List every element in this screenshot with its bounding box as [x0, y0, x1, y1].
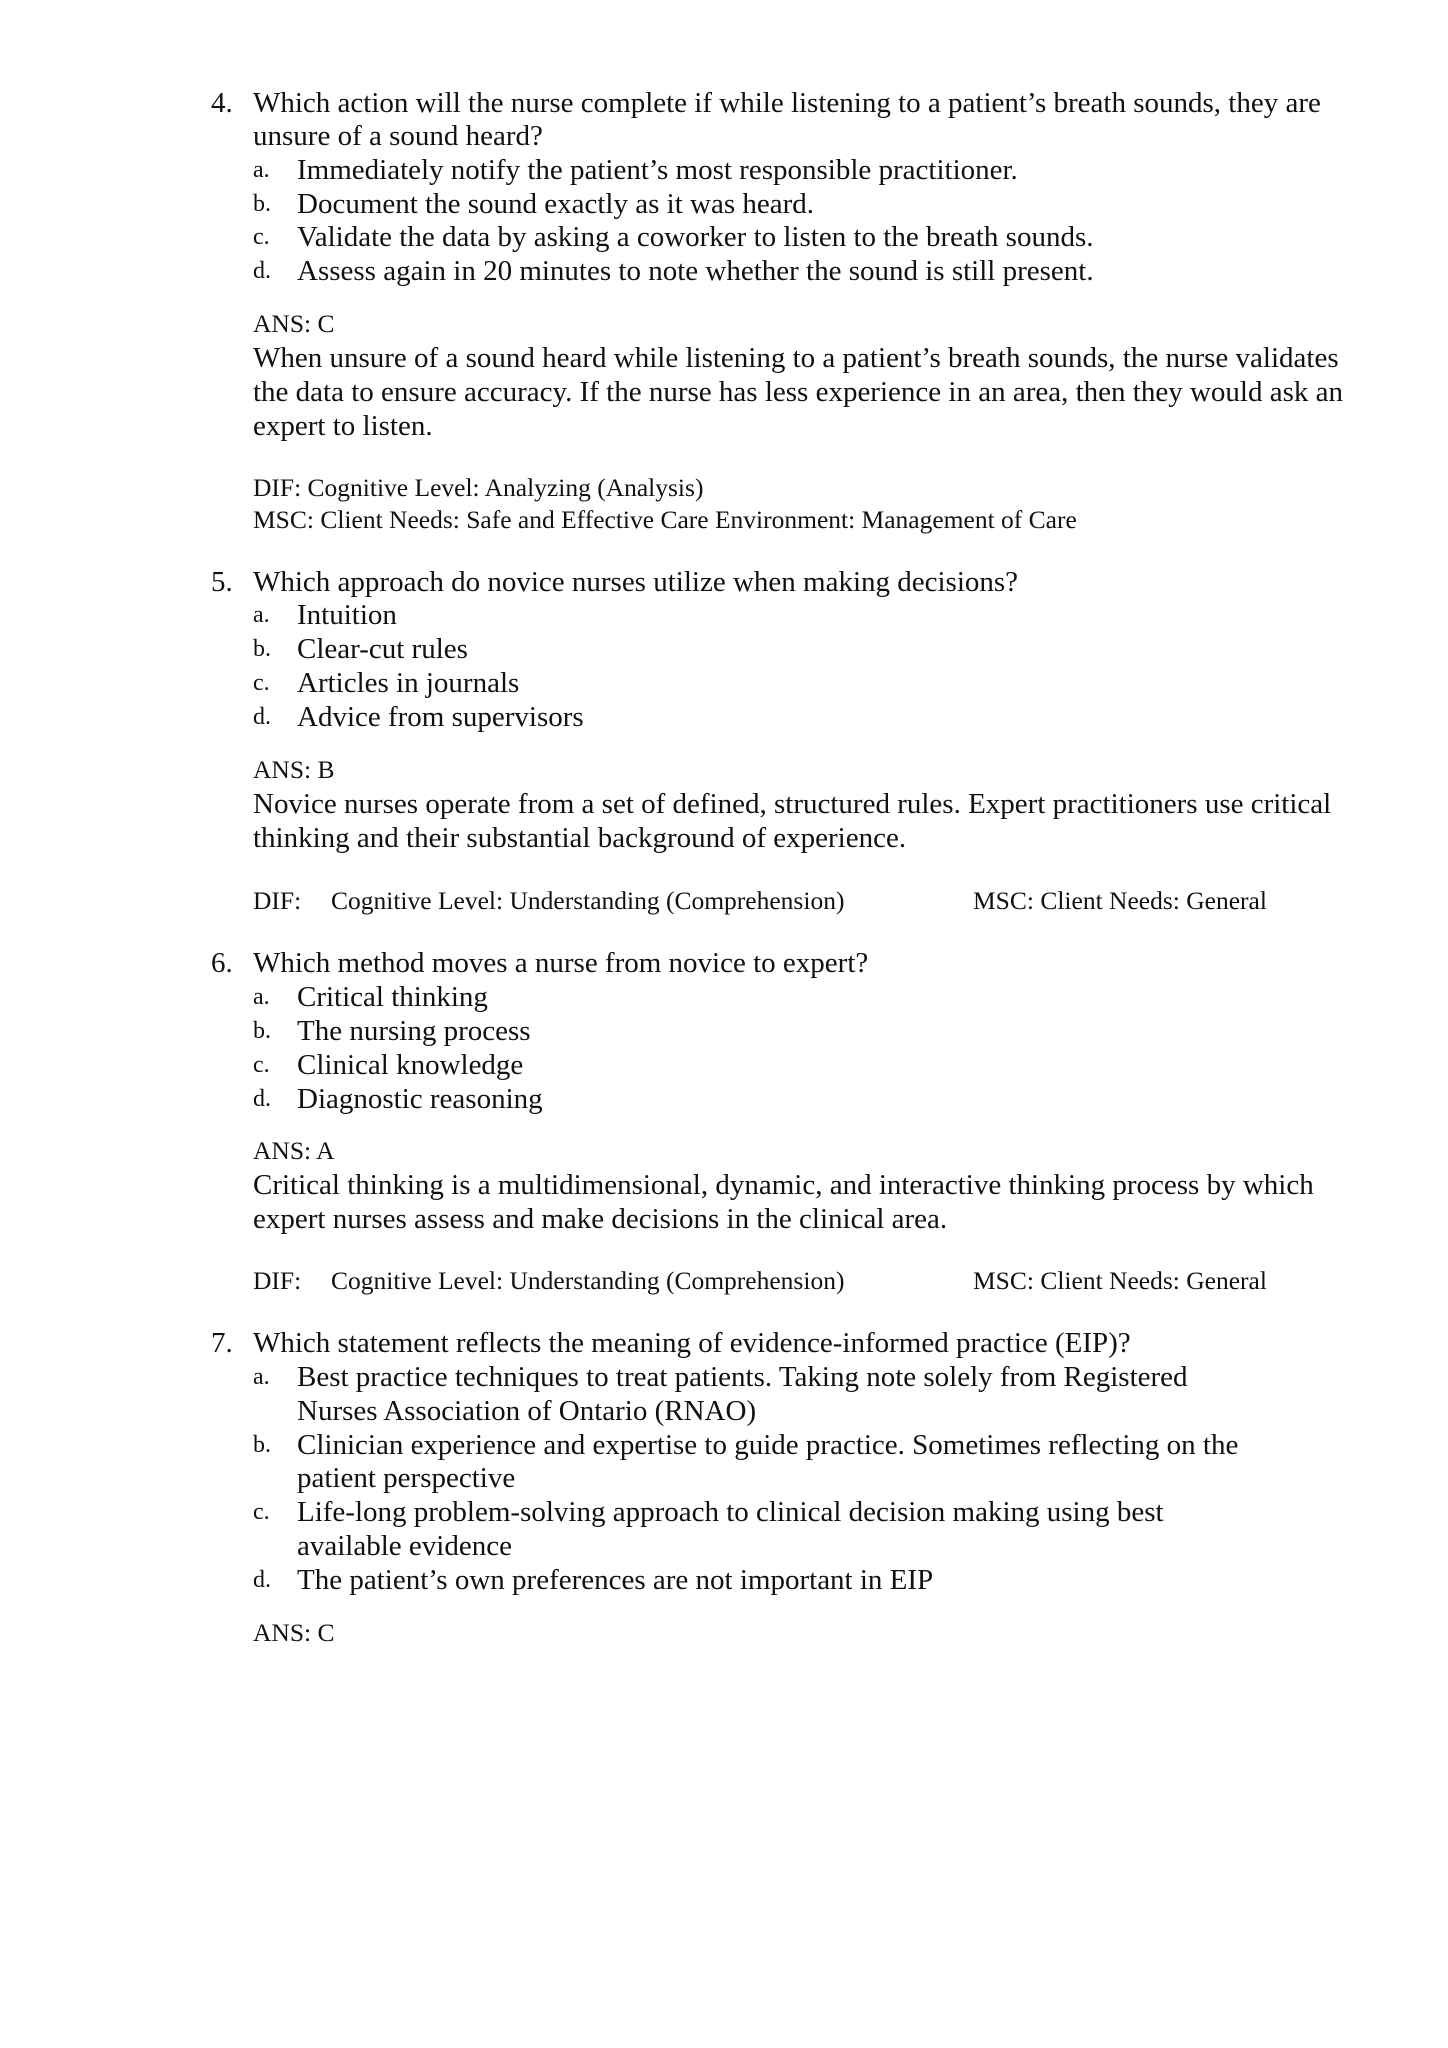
answer-key: ANS: C: [253, 1618, 335, 1647]
answer-key: ANS: B: [253, 755, 335, 784]
option-text: Life-long problem-solving approach to clinical decision making using best: [297, 1496, 1164, 1528]
option-text: The patient’s own preferences are not important in EIP: [297, 1564, 934, 1596]
rationale: When unsure of a sound heard while listening to a patient’s breath sounds, the nurse validates: [253, 342, 1339, 374]
question-number: 6.: [211, 947, 233, 979]
question-stem: Which statement reflects the meaning of evidence-informed practice (EIP)?: [253, 1327, 1131, 1359]
option-text: patient perspective: [297, 1462, 516, 1494]
option-text: available evidence: [297, 1530, 512, 1562]
option-letter: b.: [253, 636, 271, 662]
answer-key: ANS: A: [253, 1136, 335, 1165]
option-letter: c.: [253, 670, 270, 696]
option-letter: a.: [253, 157, 270, 183]
rationale: expert to listen.: [253, 410, 433, 442]
question-number: 4.: [211, 87, 233, 119]
option-text: Advice from supervisors: [297, 701, 584, 733]
client-needs-meta: MSC: Client Needs: General: [973, 886, 1267, 915]
option-text: Critical thinking: [297, 981, 488, 1013]
difficulty-meta: DIF: Cognitive Level: Analyzing (Analysis): [253, 473, 704, 502]
option-text: Validate the data by asking a coworker to listen to the breath sounds.: [297, 221, 1094, 253]
option-text: Immediately notify the patient’s most responsible practitioner.: [297, 154, 1018, 186]
option-letter: c.: [253, 224, 270, 250]
question-stem: Which approach do novice nurses utilize when making decisions?: [253, 566, 1019, 598]
option-letter: b.: [253, 1432, 271, 1458]
question-stem: unsure of a sound heard?: [253, 120, 543, 152]
rationale: Critical thinking is a multidimensional, dynamic, and interactive thinking process by which: [253, 1169, 1314, 1201]
question-number: 7.: [211, 1327, 233, 1359]
rationale: expert nurses assess and make decisions in the clinical area.: [253, 1203, 948, 1235]
rationale: thinking and their substantial background of experience.: [253, 822, 907, 854]
rationale: Novice nurses operate from a set of defined, structured rules. Expert practitioners use critical: [253, 788, 1332, 820]
option-text: Assess again in 20 minutes to note whether the sound is still present.: [297, 255, 1094, 287]
option-text: Clinical knowledge: [297, 1049, 524, 1081]
option-letter: d.: [253, 704, 271, 730]
option-letter: a.: [253, 1364, 270, 1390]
answer-key: ANS: C: [253, 309, 335, 338]
option-text: Intuition: [297, 599, 397, 631]
option-letter: a.: [253, 602, 270, 628]
option-text: Articles in journals: [297, 667, 520, 699]
question-stem: Which method moves a nurse from novice to expert?: [253, 947, 869, 979]
difficulty-meta: Cognitive Level: Understanding (Comprehension): [331, 1266, 845, 1295]
option-text: Nurses Association of Ontario (RNAO): [297, 1395, 757, 1427]
option-letter: a.: [253, 984, 270, 1010]
question-number: 5.: [211, 566, 233, 598]
difficulty-label: DIF:: [253, 1266, 302, 1295]
option-letter: c.: [253, 1052, 270, 1078]
option-letter: c.: [253, 1499, 270, 1525]
option-text: Diagnostic reasoning: [297, 1083, 543, 1115]
rationale: the data to ensure accuracy. If the nurse has less experience in an area, then they would ask an: [253, 376, 1343, 408]
option-text: Document the sound exactly as it was heard.: [297, 188, 815, 220]
option-letter: d.: [253, 1086, 271, 1112]
client-needs-meta: MSC: Client Needs: General: [973, 1266, 1267, 1295]
difficulty-meta: Cognitive Level: Understanding (Comprehension): [331, 886, 845, 915]
option-text: Clinician experience and expertise to guide practice. Sometimes reflecting on the: [297, 1429, 1239, 1461]
option-text: The nursing process: [297, 1015, 531, 1047]
question-stem: Which action will the nurse complete if while listening to a patient’s breath sounds, they are: [253, 87, 1321, 119]
option-letter: b.: [253, 191, 271, 217]
option-letter: b.: [253, 1018, 271, 1044]
option-letter: d.: [253, 258, 271, 284]
option-text: Clear-cut rules: [297, 633, 468, 665]
option-letter: d.: [253, 1567, 271, 1593]
difficulty-label: DIF:: [253, 886, 302, 915]
option-text: Best practice techniques to treat patients. Taking note solely from Registered: [297, 1361, 1188, 1393]
client-needs-meta: MSC: Client Needs: Safe and Effective Care Environment: Management of Care: [253, 505, 1077, 534]
